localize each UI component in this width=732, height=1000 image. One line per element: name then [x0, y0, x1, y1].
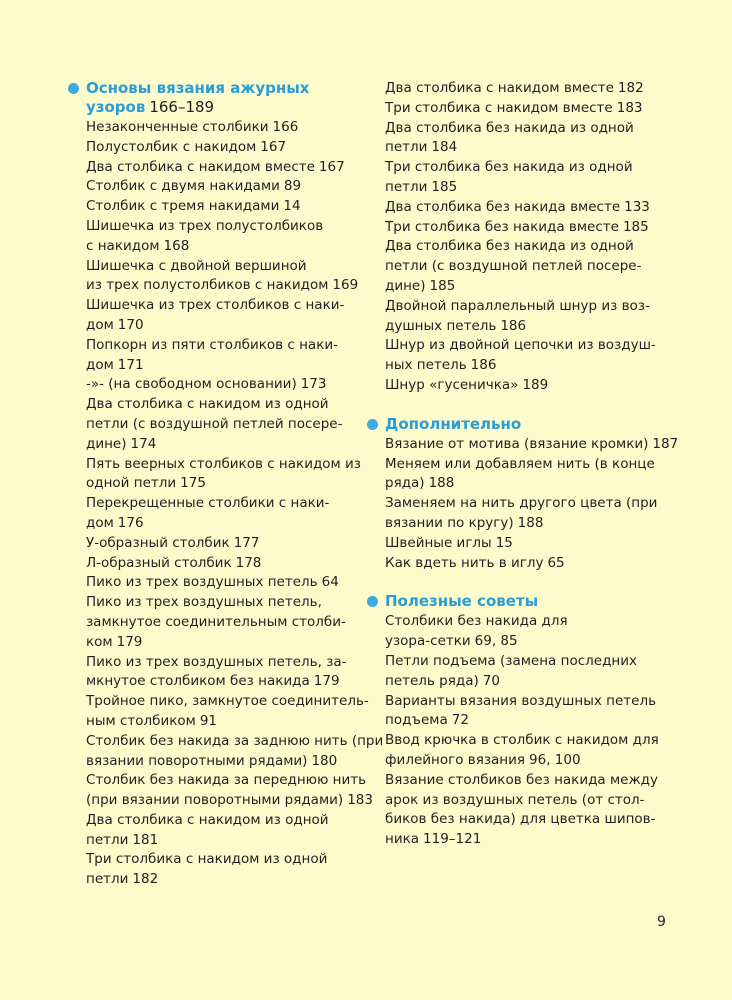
- index-entry-text: У-образный столбик: [86, 534, 230, 551]
- section-title-line: Дополнительно: [385, 414, 522, 433]
- index-entry-text: Л-образный столбик: [86, 554, 232, 571]
- index-entry-text: Столбик с двумя накидами: [86, 178, 280, 195]
- index-entry-page: 174: [130, 435, 157, 452]
- index-entry-line: [86, 534, 358, 554]
- index-entry-line: [86, 633, 358, 653]
- index-entry-line: [86, 177, 358, 197]
- index-entry-text: дом: [86, 356, 114, 373]
- index-entry-page: 170: [117, 316, 144, 333]
- index-entry-line: [86, 831, 358, 851]
- index-entry-line: [86, 474, 358, 494]
- index-entry-text: Полустолбик с накидом: [86, 138, 257, 155]
- index-entry-line: [385, 277, 657, 297]
- index-entry-page: 188: [428, 475, 455, 492]
- index-entry: [86, 771, 373, 811]
- index-entry-text: Швейные иглы: [385, 534, 492, 551]
- index-entry: [385, 494, 657, 534]
- index-entry-line: [385, 79, 657, 99]
- index-entry: [385, 652, 657, 692]
- index-entry-text: ника: [385, 831, 420, 848]
- index-entry-line: [385, 356, 657, 376]
- index-entry-line: [385, 198, 657, 218]
- index-entry: [86, 732, 384, 772]
- index-entry-page: 182: [617, 80, 644, 96]
- index-entry-text: ком: [86, 633, 113, 650]
- page-number: 9: [657, 914, 666, 930]
- index-entry-page: 182: [132, 871, 159, 888]
- section-bullet-icon: [68, 83, 79, 94]
- index-entry-text: с накидом: [86, 237, 160, 254]
- index-entry-line: [385, 830, 657, 850]
- index-entry: [385, 534, 657, 554]
- index-entry: [86, 158, 358, 178]
- index-entry-line: замкнутое соединительным столби-: [86, 613, 346, 630]
- index-entry-text: дине): [86, 435, 127, 452]
- index-entry-line: [86, 138, 358, 158]
- section-page-range: 166–189: [149, 98, 215, 116]
- index-entry-line: Петли подъема (замена последних: [385, 652, 637, 669]
- index-entry-page: 167: [260, 138, 287, 155]
- index-entry-page: 183: [347, 792, 373, 809]
- index-entry-line: Вязание столбиков без накида между: [385, 771, 658, 788]
- index-entry-line: [385, 474, 657, 494]
- index-entry-text: -»- (на свободном основании): [86, 376, 297, 393]
- index-entry-line: [385, 711, 657, 731]
- index-entry-page: 133: [624, 198, 650, 215]
- index-entry-text: ным столбиком: [86, 712, 196, 729]
- section-title-line: Полезные советы: [385, 592, 539, 611]
- index-entry: [86, 375, 358, 395]
- index-entry-page: 185: [431, 178, 458, 195]
- section-title-line: Основы вязания ажурных: [86, 79, 310, 97]
- index-entry-line: [86, 158, 358, 178]
- index-entry-line: [86, 316, 358, 336]
- index-entry: [86, 573, 358, 593]
- index-entry-text: душных петель: [385, 317, 497, 334]
- index-entry: [385, 99, 657, 119]
- index-entry-page: 171: [117, 356, 144, 373]
- index-entry-text: Пико из трех воздушных петель: [86, 574, 318, 591]
- index-entry: [86, 593, 358, 652]
- index-entry-page: 175: [180, 475, 206, 492]
- index-entry-line: [385, 178, 657, 198]
- index-entry-line: Двойной параллельный шнур из воз-: [385, 297, 650, 314]
- index-entry-text: петли: [86, 871, 129, 888]
- index-entry-page: 64: [321, 574, 339, 591]
- index-entry-page: 188: [517, 514, 544, 531]
- section-bullet-icon: [367, 419, 378, 430]
- index-entry: [86, 534, 358, 554]
- index-entry-page: 173: [300, 376, 327, 393]
- index-entry: [86, 177, 358, 197]
- index-entry-page: 186: [500, 317, 527, 334]
- index-entry-text: узора-сетки: [385, 633, 471, 650]
- index-entry-line: [86, 870, 358, 890]
- index-entry-line: [385, 632, 657, 652]
- index-entry-line: [86, 573, 358, 593]
- index-entry-line: Три столбика без накида из одной: [385, 159, 633, 176]
- index-entry-line: Тройное пико, замкнутое соединитель-: [86, 693, 369, 710]
- section-openwork-basics-continued: [367, 79, 657, 396]
- index-entry-page: 70: [482, 672, 500, 689]
- index-entry-line: Шишечка с двойной вершиной: [86, 257, 307, 274]
- index-entry: [385, 336, 657, 376]
- index-entry-line: [385, 99, 657, 119]
- index-entry-line: [385, 138, 657, 158]
- index-entry-text: Три столбика без накида вместе: [385, 218, 619, 235]
- section-title-line: [86, 98, 358, 117]
- index-entry: [86, 455, 361, 495]
- index-entry-line: петли (с воздушной петлей посере-: [385, 258, 642, 275]
- index-entry: [385, 455, 657, 495]
- index-entry-line: [385, 218, 657, 238]
- index-entry-line: Шишечка из трех полустолбиков: [86, 217, 324, 234]
- index-entry: [86, 257, 358, 297]
- index-entry-line: Два столбика с накидом из одной: [86, 396, 329, 413]
- index-entry-page: 167: [318, 158, 345, 175]
- left-column: [68, 79, 384, 890]
- section-useful-tips: [367, 592, 657, 850]
- index-entry-text: Шнур «гусеничка»: [385, 376, 519, 393]
- index-entry-text: Три столбика с накидом вместе: [385, 99, 613, 116]
- index-entry-text: Вязание от мотива (вязание кромки): [385, 435, 649, 452]
- index-entry-line: петли (с воздушной петлей посере-: [86, 415, 343, 432]
- index-entry-text: петли: [86, 831, 129, 848]
- index-entry-page: 168: [163, 237, 190, 254]
- index-entry: [385, 731, 657, 771]
- index-entry-text: вязании по кругу): [385, 514, 514, 531]
- index-entry-line: Пять веерных столбиков с накидом из: [86, 455, 361, 472]
- index-entry-page: 69, 85: [474, 633, 518, 650]
- index-entry-text: из трех полустолбиков с накидом: [86, 277, 329, 294]
- index-entry: [86, 554, 358, 574]
- index-entry-line: [385, 514, 657, 534]
- index-entry: [385, 297, 657, 337]
- index-entry-page: 187: [652, 435, 679, 452]
- section-openwork-basics: [68, 79, 384, 890]
- index-entry-line: [86, 118, 358, 138]
- index-entry-page: 166: [272, 119, 299, 135]
- index-entry-text: Столбик с тремя накидами: [86, 198, 280, 215]
- index-entry-line: [86, 197, 358, 217]
- index-entry: [86, 811, 358, 851]
- section-title: [86, 79, 358, 117]
- index-entry: [385, 435, 679, 455]
- index-entry: [385, 218, 657, 238]
- index-entry-line: [86, 791, 373, 811]
- index-entry-line: Перекрещенные столбики с наки-: [86, 495, 330, 512]
- index-entry-page: 15: [495, 534, 513, 551]
- index-entry-line: [86, 356, 358, 376]
- index-entry: [385, 692, 657, 732]
- index-entry-page: 179: [313, 673, 340, 690]
- index-entry: [385, 79, 657, 99]
- right-column: [367, 79, 679, 850]
- index-entry: [86, 494, 358, 534]
- index-entry: [86, 296, 358, 336]
- index-entry-text: филейного вязания: [385, 751, 526, 768]
- section-bullet-icon: [367, 596, 378, 607]
- index-entry: [385, 237, 657, 296]
- index-entry-page: 186: [470, 357, 497, 374]
- index-entry: [385, 771, 657, 850]
- index-entry-line: [385, 317, 657, 337]
- index-entry: [86, 850, 358, 890]
- index-entry-line: Столбик без накида за заднюю нить (при: [86, 732, 384, 749]
- index-entry-text: дом: [86, 514, 114, 531]
- index-entry-line: Два столбика без накида из одной: [385, 119, 634, 136]
- index-entry: [385, 119, 657, 159]
- index-entry: [385, 612, 657, 652]
- index-entry-page: 119–121: [423, 831, 482, 848]
- index-entry-line: Заменяем на нить другого цвета (при: [385, 495, 658, 512]
- index-entry-text: мкнутое столбиком без накида: [86, 673, 310, 690]
- index-entry-page: 180: [311, 752, 338, 769]
- index-entry-text: дине): [385, 277, 426, 294]
- index-entry-page: 189: [522, 376, 549, 393]
- index-entry-line: Пико из трех воздушных петель,: [86, 594, 322, 611]
- index-entry: [86, 395, 358, 454]
- index-entry: [385, 198, 657, 218]
- section-title-text: узоров: [86, 98, 146, 116]
- index-entry-line: Три столбика с накидом из одной: [86, 851, 328, 868]
- index-entry-line: Варианты вязания воздушных петель: [385, 692, 657, 709]
- index-entry-line: [385, 751, 657, 771]
- index-entry-line: [385, 672, 657, 692]
- index-entry: [86, 692, 369, 732]
- index-entry-page: 72: [451, 712, 469, 729]
- index-entry: [385, 158, 657, 198]
- index-entry: [86, 217, 358, 257]
- index-entry-text: Как вдеть нить в иглу: [385, 554, 544, 571]
- section-title: [385, 415, 657, 434]
- index-entry-line: [385, 554, 657, 574]
- index-entry-line: [385, 435, 679, 455]
- section-title: [385, 592, 657, 611]
- index-entry-line: Ввод крючка в столбик с накидом для: [385, 732, 659, 749]
- index-entry-line: [385, 376, 657, 396]
- index-entry-page: 184: [431, 139, 458, 156]
- index-entry-line: биков без накида) для цветка шипов-: [385, 811, 656, 828]
- index-entry-page: 185: [429, 277, 456, 294]
- index-entry-page: 89: [283, 178, 302, 195]
- index-entry-line: [385, 534, 657, 554]
- section-additional: [367, 414, 679, 574]
- index-entry-line: [86, 672, 358, 692]
- index-entry-line: [86, 435, 358, 455]
- index-entry: [86, 336, 358, 376]
- index-entry-line: Пико из трех воздушных петель, за-: [86, 653, 347, 670]
- index-entry-page: 185: [622, 218, 649, 235]
- index-entry-text: дом: [86, 316, 114, 333]
- index-entry-page: 96, 100: [529, 751, 581, 768]
- index-entry-page: 177: [233, 534, 260, 551]
- index-entry-line: [86, 554, 358, 574]
- index-entry-text: ных петель: [385, 357, 467, 374]
- index-entry-text: Два столбика с накидом вместе: [86, 158, 315, 175]
- index-entry-line: Меняем или добавляем нить (в конце: [385, 455, 655, 472]
- index-entry-line: [86, 237, 358, 257]
- index-entry-line: Два столбика с накидом из одной: [86, 811, 329, 828]
- index-entry-text: Два столбика с накидом вместе: [385, 80, 614, 96]
- index-entry-text: Два столбика без накида вместе: [385, 198, 621, 215]
- index-entry-page: 183: [616, 99, 643, 116]
- index-entry-text: петель ряда): [385, 672, 479, 689]
- index-entry-text: ряда): [385, 475, 425, 492]
- index-entry-page: 181: [132, 831, 159, 848]
- index-entry: [86, 653, 358, 693]
- index-entry-line: [86, 514, 358, 534]
- index-entry-page: 179: [116, 633, 143, 650]
- index-entry: [86, 118, 358, 138]
- index-entry-line: [86, 752, 358, 772]
- index-entry: [385, 554, 657, 574]
- index-entry-page: 169: [332, 277, 359, 294]
- index-entry-text: вязании поворотными рядами): [86, 752, 308, 769]
- index-entry-line: [86, 712, 358, 732]
- index-entry-page: 176: [117, 514, 144, 531]
- index-entry-line: арок из воздушных петель (от стол-: [385, 791, 645, 808]
- index-entry-line: Столбик без накида за переднюю нить: [86, 772, 367, 789]
- index-entry-text: (при вязании поворотными рядами): [86, 792, 344, 809]
- index-entry-line: Попкорн из пяти столбиков с наки-: [86, 336, 339, 353]
- index-entry-line: Шишечка из трех столбиков с наки-: [86, 297, 345, 314]
- index-entry-page: 65: [547, 554, 565, 571]
- index-entry: [385, 376, 657, 396]
- index-entry-page: 91: [199, 712, 218, 729]
- index-entry: [86, 197, 358, 217]
- index-entry-page: 14: [283, 198, 301, 215]
- index-entry-line: [86, 276, 358, 296]
- index-entry-page: 178: [235, 554, 262, 571]
- index-entry-text: петли: [385, 178, 428, 195]
- index-entry-line: [86, 375, 358, 395]
- index-entry-text: подъема: [385, 712, 448, 729]
- index-entry-line: Шнур из двойной цепочки из воздуш-: [385, 337, 656, 354]
- index-entry-text: одной петли: [86, 475, 177, 492]
- index-entry-line: Столбики без накида для: [385, 613, 568, 630]
- index-entry: [86, 138, 358, 158]
- index-entry-text: Незаконченные столбики: [86, 119, 269, 135]
- index-entry-line: Два столбика без накида из одной: [385, 238, 634, 255]
- index-entry-text: петли: [385, 139, 428, 156]
